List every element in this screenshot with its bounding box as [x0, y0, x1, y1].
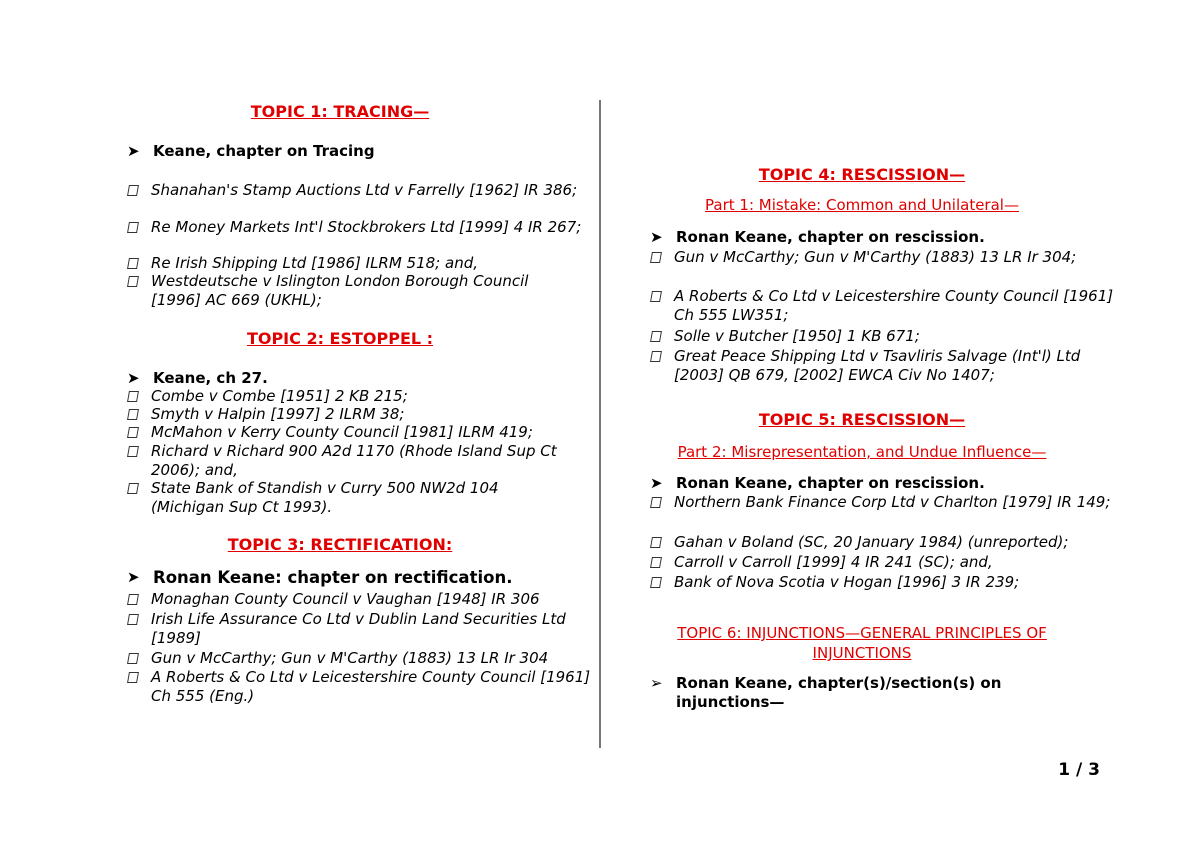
page-number: 1 / 3: [1058, 760, 1100, 780]
topic-6-heading: TOPIC 6: INJUNCTIONS—GENERAL PRINCIPLES OF INJUNCTIONS: [677, 624, 1047, 662]
item-text: Smyth v Halpin [1997] 2 ILRM 38;: [151, 405, 405, 423]
checkbox-bullet-icon: [650, 496, 661, 507]
arrow-bullet-icon: ➤: [127, 369, 140, 387]
item-text: Re Money Markets Int'l Stockbrokers Ltd [1999] 4 IR 267;: [151, 218, 582, 236]
checkbox-bullet-icon: [650, 576, 661, 587]
item-text: A Roberts & Co Ltd v Leicestershire County Council [1961] Ch 555 LW351;: [674, 287, 1114, 324]
topic-4-heading: TOPIC 4: RESCISSION—: [758, 165, 966, 184]
arrow-bullet-icon: ➤: [127, 568, 140, 586]
list-item: [127, 387, 591, 406]
checkbox-bullet-icon: [650, 350, 661, 361]
checkbox-bullet-icon: [127, 408, 138, 419]
checkbox-bullet-icon: [127, 275, 138, 286]
topic-3-kicker-text: Ronan Keane: chapter on rectification.: [153, 568, 513, 587]
topic-1-kicker-text: Keane, chapter on Tracing: [153, 142, 375, 160]
item-text: Monaghan County Council v Vaughan [1948] IR 306: [151, 590, 540, 608]
item-text: Bank of Nova Scotia v Hogan [1996] 3 IR 239;: [674, 573, 1020, 591]
item-text: A Roberts & Co Ltd v Leicestershire County Council [1961] Ch 555 (Eng.): [151, 668, 591, 705]
topic-5-subheading: [602, 443, 1122, 461]
list-item: [127, 218, 591, 237]
part-label: Part 1: [705, 196, 749, 214]
arrow-bullet-icon: ➢: [650, 674, 663, 692]
arrow-bullet-icon: ➤: [650, 228, 663, 246]
checkbox-bullet-icon: [127, 482, 138, 493]
list-item: [127, 405, 591, 424]
item-text: Westdeutsche v Islington London Borough Council [1996] AC 669 (UKHL);: [151, 272, 529, 309]
list-item: [127, 181, 591, 200]
checkbox-bullet-icon: [127, 390, 138, 401]
list-item: [127, 254, 591, 273]
list-item: [127, 590, 591, 609]
topic-3-heading: TOPIC 3: RECTIFICATION:: [227, 535, 453, 554]
list-item: [127, 649, 601, 668]
item-text: Combe v Combe [1951] 2 KB 215;: [151, 387, 408, 405]
checkbox-bullet-icon: [127, 184, 138, 195]
item-text: Gun v McCarthy; Gun v M'Carthy (1883) 13 LR Ir 304;: [674, 248, 1077, 266]
topic-5-kicker: [650, 474, 1126, 492]
checkbox-bullet-icon: [127, 593, 138, 604]
checkbox-bullet-icon: [127, 221, 138, 232]
topic-6-kicker-text: Ronan Keane, chapter(s)/section(s) on injunctions—: [676, 674, 1002, 711]
item-text: Great Peace Shipping Ltd v Tsavliris Salvage (Int'l) Ltd [2003] QB 679, [2002] EWCA Civ No 1407;: [674, 347, 1081, 384]
topic-4-subheading: [602, 196, 1122, 214]
topic-5-heading: TOPIC 5: RESCISSION—: [758, 410, 966, 429]
list-item: [650, 327, 1114, 346]
checkbox-bullet-icon: [650, 536, 661, 547]
list-item: [650, 248, 1104, 267]
list-item: [650, 533, 1134, 552]
topic-1-kicker: [127, 142, 593, 160]
arrow-bullet-icon: ➤: [127, 142, 140, 160]
checkbox-bullet-icon: [127, 652, 138, 663]
checkbox-bullet-icon: [127, 426, 138, 437]
list-item: [127, 272, 551, 309]
list-item: [650, 287, 1114, 324]
checkbox-bullet-icon: [650, 251, 661, 262]
list-item: [650, 347, 1114, 384]
arrow-bullet-icon: ➤: [650, 474, 663, 492]
item-text: Shanahan's Stamp Auctions Ltd v Farrelly [1962] IR 386;: [151, 181, 578, 199]
part-title: : Mistake: Common and Unilateral—: [748, 196, 1019, 214]
item-text: Irish Life Assurance Co Ltd v Dublin Land Securities Ltd [1989]: [151, 610, 566, 647]
checkbox-bullet-icon: [650, 556, 661, 567]
topic-2-kicker-text: Keane, ch 27.: [153, 369, 268, 387]
checkbox-bullet-icon: [127, 671, 138, 682]
checkbox-bullet-icon: [127, 613, 138, 624]
item-text: Richard v Richard 900 A2d 1170 (Rhode Island Sup Ct 2006); and,: [151, 442, 557, 479]
topic-4-kicker-text: Ronan Keane, chapter on rescission.: [676, 228, 985, 246]
checkbox-bullet-icon: [650, 290, 661, 301]
item-text: Gun v McCarthy; Gun v M'Carthy (1883) 13 LR Ir 304: [151, 649, 549, 667]
column-divider: [599, 100, 601, 748]
topic-2-kicker: [127, 369, 593, 387]
topic-6-kicker: [650, 674, 1056, 712]
part-title: Misrepresentation, and Undue Influence—: [726, 443, 1047, 461]
topic-5-kicker-text: Ronan Keane, chapter on rescission.: [676, 474, 985, 492]
part-label: Part 2:: [677, 443, 727, 461]
item-text: State Bank of Standish v Curry 500 NW2d 104 (Michigan Sup Ct 1993).: [151, 479, 499, 516]
list-item: [127, 479, 571, 516]
list-item: [650, 573, 1124, 592]
item-text: Solle v Butcher [1950] 1 KB 671;: [674, 327, 920, 345]
list-item: [127, 610, 591, 647]
item-text: McMahon v Kerry County Council [1981] ILRM 419;: [151, 423, 533, 441]
item-text: Gahan v Boland (SC, 20 January 1984) (unreported);: [674, 533, 1069, 551]
list-item: [127, 442, 591, 479]
item-text: Carroll v Carroll [1999] 4 IR 241 (SC); and,: [674, 553, 993, 571]
topic-4-kicker: [650, 228, 1126, 246]
list-item: [127, 668, 591, 705]
list-item: [650, 553, 1124, 572]
topic-2-heading: TOPIC 2: ESTOPPEL :: [246, 329, 434, 348]
list-item: [650, 493, 1124, 512]
list-item: [127, 423, 591, 442]
topic-1-heading: TOPIC 1: TRACING—: [250, 102, 430, 121]
item-text: Northern Bank Finance Corp Ltd v Charlton [1979] IR 149;: [674, 493, 1111, 511]
topic-3-kicker: [127, 568, 613, 587]
checkbox-bullet-icon: [650, 330, 661, 341]
checkbox-bullet-icon: [127, 445, 138, 456]
checkbox-bullet-icon: [127, 257, 138, 268]
item-text: Re Irish Shipping Ltd [1986] ILRM 518; and,: [151, 254, 478, 272]
